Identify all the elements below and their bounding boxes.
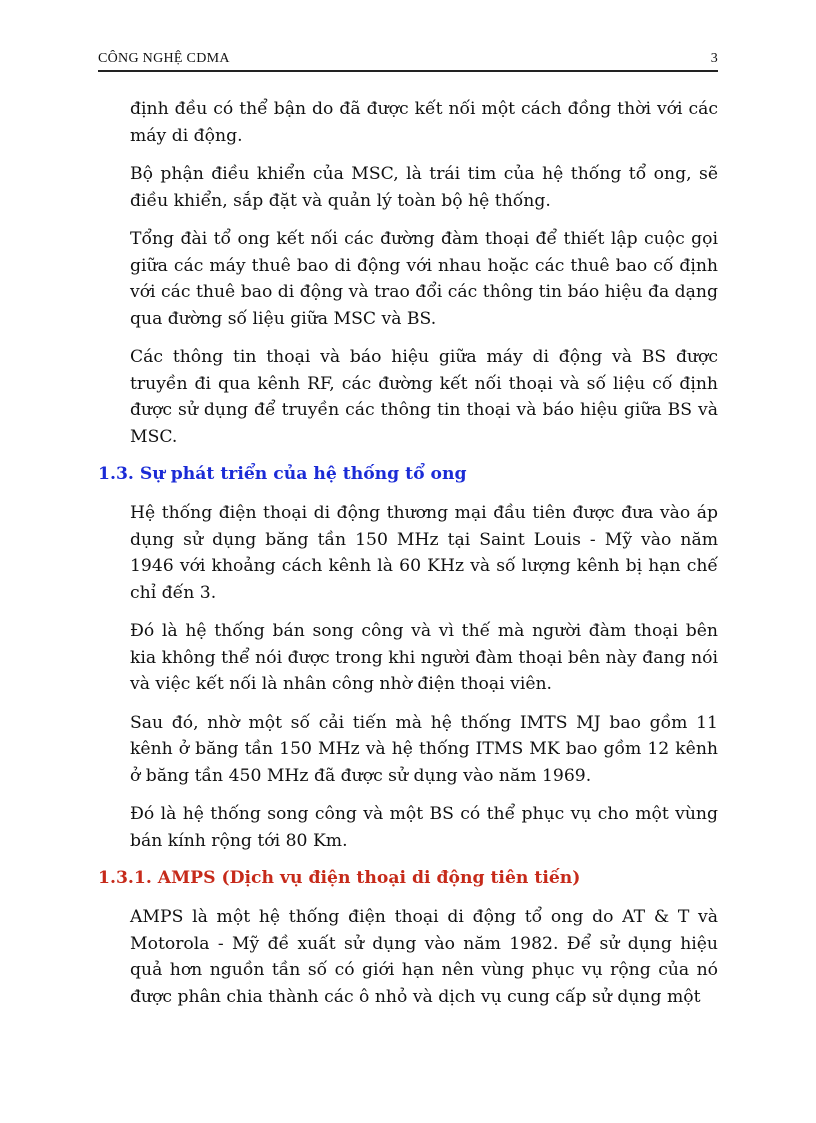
- paragraph: Đó là hệ thống song công và một BS có thể phục vụ cho một vùng bán kính rộng tới 80 Km.: [130, 804, 718, 851]
- header-title: CÔNG NGHỆ CDMA: [98, 51, 230, 66]
- paragraph: Đó là hệ thống bán song công và vì thế mà người đàm thoại bên kia không thể nói được trong khi người đàm thoại bên này đang nói và việc kết nối là nhân công nhờ điện thoại viên.: [130, 621, 718, 694]
- page-number: 3: [710, 51, 718, 66]
- paragraph: Tổng đài tổ ong kết nối các đường đàm thoại để thiết lập cuộc gọi giữa các máy thuê bao di động với nhau hoặc các thuê bao cố định với các thuê bao di động và trao đổi các thông tin báo hiệu đa dạng qua đường số liệu giữa MSC và BS.: [130, 229, 718, 329]
- paragraph: Các thông tin thoại và báo hiệu giữa máy di động và BS được truyền đi qua kênh RF, các đường kết nối thoại và số liệu cố định được sử dụng để truyền các thông tin thoại và báo hiệu giữa BS và MSC.: [130, 347, 718, 447]
- section-heading-1-3-1: 1.3.1. AMPS (Dịch vụ điện thoại di động tiên tiến): [98, 868, 581, 888]
- section-heading-1-3: 1.3. Sự phát triển của hệ thống tổ ong: [98, 464, 467, 484]
- page-header: [98, 50, 718, 72]
- paragraph: Hệ thống điện thoại di động thương mại đầu tiên được đưa vào áp dụng sử dụng băng tần 150 MHz tại Saint Louis - Mỹ vào năm 1946 với khoảng cách kênh là 60 KHz và số lượng kênh bị hạn chế chỉ đến 3.: [130, 503, 718, 603]
- paragraph: Bộ phận điều khiển của MSC, là trái tim của hệ thống tổ ong, sẽ điều khiển, sắp đặt và quản lý toàn bộ hệ thống.: [130, 164, 718, 211]
- paragraph: AMPS là một hệ thống điện thoại di động tổ ong do AT & T và Motorola - Mỹ đề xuất sử dụng vào năm 1982. Để sử dụng hiệu quả hơn nguồn tần số có giới hạn nên vùng phục vụ rộng của nó được phân chia thành các ô nhỏ và dịch vụ cung cấp sử dụng một: [130, 907, 718, 1007]
- paragraph: định đều có thể bận do đã được kết nối một cách đồng thời với các máy di động.: [130, 99, 718, 146]
- paragraph: Sau đó, nhờ một số cải tiến mà hệ thống IMTS MJ bao gồm 11 kênh ở băng tần 150 MHz và hệ thống ITMS MK bao gồm 12 kênh ở băng tần 450 MHz đã được sử dụng vào năm 1969.: [130, 712, 718, 786]
- page-content: [98, 96, 718, 1022]
